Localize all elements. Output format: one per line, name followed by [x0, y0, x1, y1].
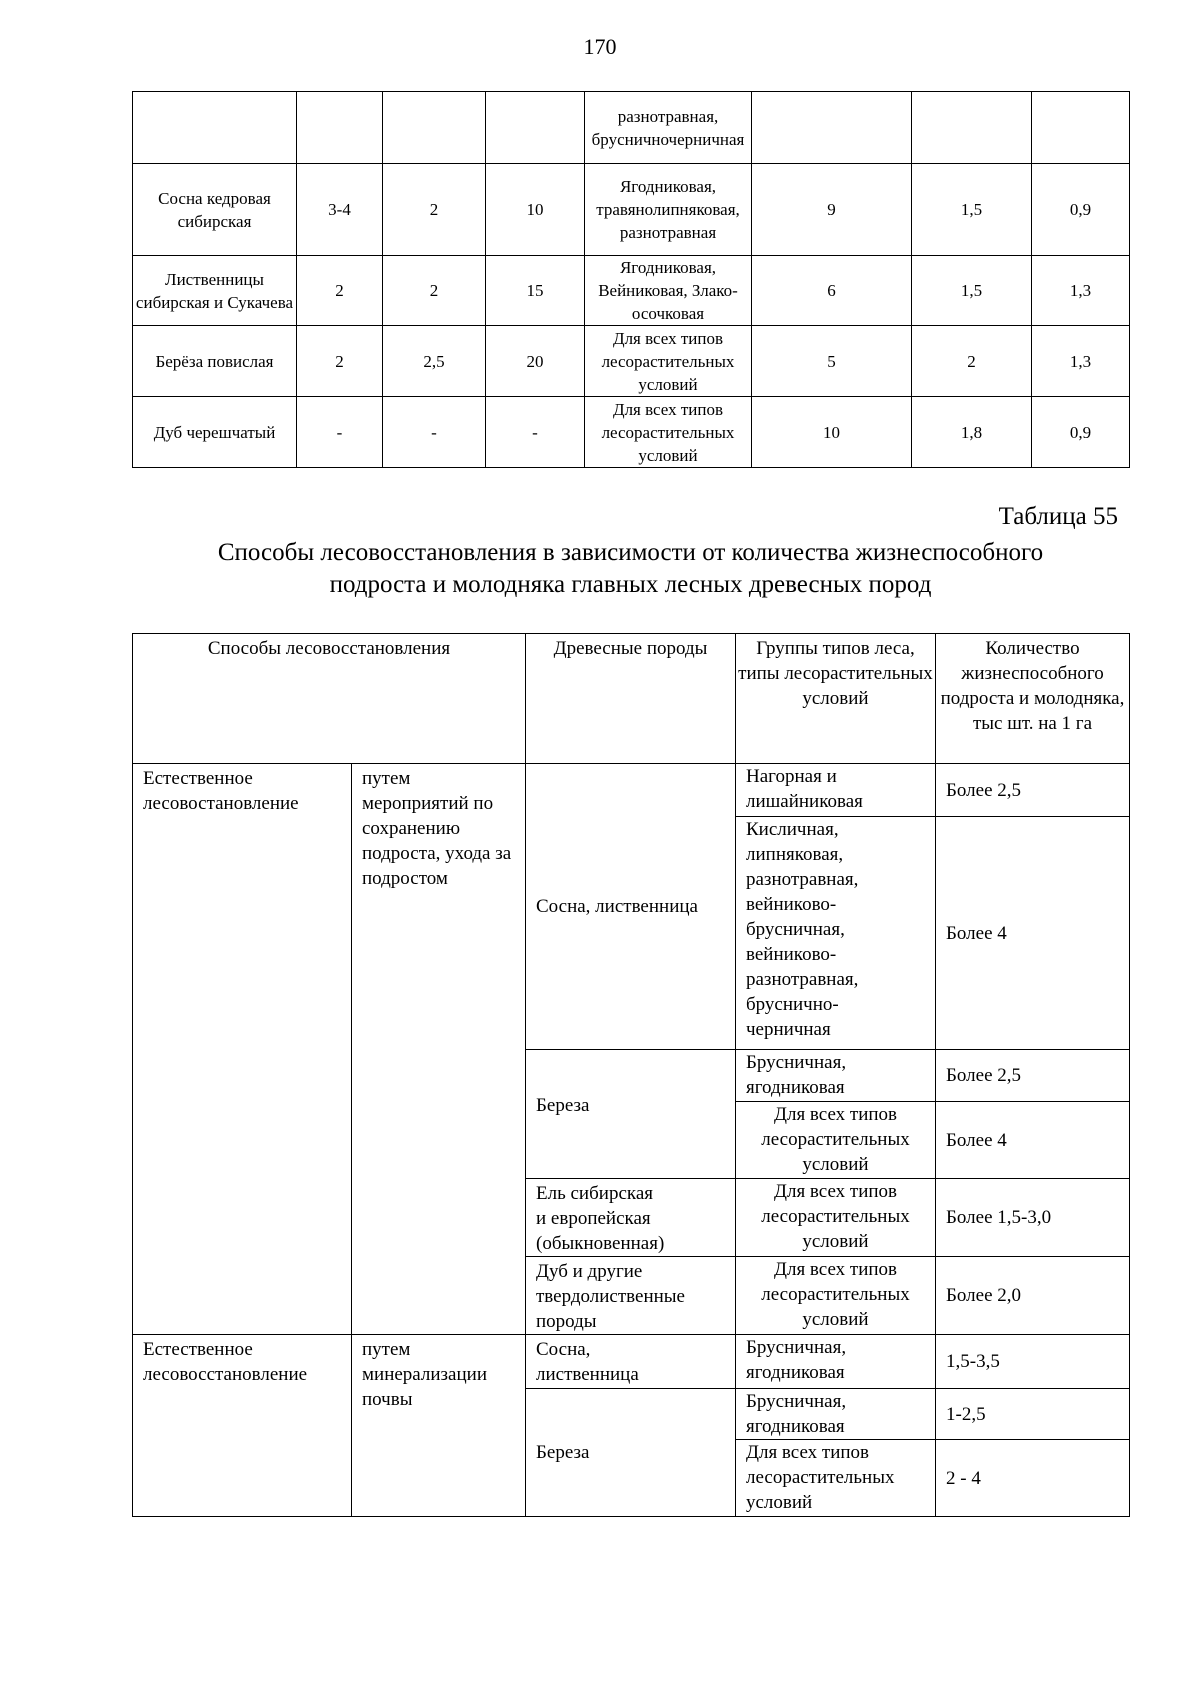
header-species: Древесные породы — [526, 634, 736, 764]
value-cell: - — [297, 397, 383, 468]
table-title: Способы лесовосстановления в зависимости от количества жизнеспособного подроста и молодняка главных лесных древесных пород — [217, 539, 1044, 598]
table-row — [133, 164, 1130, 256]
method-cell: Естественное лесовосстановление — [133, 1335, 352, 1517]
species-cell: Дуб черешчатый — [133, 397, 297, 468]
page-number: 170 — [583, 34, 617, 59]
species-cell: Сосна, лиственница — [526, 764, 736, 1050]
quantity-cell: 1-2,5 — [936, 1389, 1130, 1440]
value-cell: 6 — [752, 256, 912, 326]
quantity-cell: 2 - 4 — [936, 1440, 1130, 1517]
table-header-row — [133, 634, 1130, 764]
table-row — [133, 92, 1130, 164]
table-cell — [912, 92, 1032, 164]
value-cell: 10 — [752, 397, 912, 468]
value-cell: 2 — [297, 256, 383, 326]
value-cell: 0,9 — [1032, 397, 1130, 468]
forest-types-cell: Ягодниковая, Вейниковая, Злако-осочковая — [585, 256, 752, 326]
forest-group-cell: Для всех типов лесорастительных условий — [736, 1179, 936, 1257]
species-cell: Сосна кедровая сибирская — [133, 164, 297, 256]
table-row — [133, 764, 1130, 817]
quantity-cell: Более 2,5 — [936, 1050, 1130, 1102]
sub-method-cell: путем минерализации почвы — [352, 1335, 526, 1517]
table-row — [133, 1335, 1130, 1389]
species-cell: Береза — [526, 1050, 736, 1179]
table-row — [133, 256, 1130, 326]
quantity-cell: 1,5-3,5 — [936, 1335, 1130, 1389]
value-cell: 2 — [297, 326, 383, 397]
table-row — [133, 397, 1130, 468]
value-cell: 2,5 — [383, 326, 486, 397]
header-quantity: Количество жизнеспособного подроста и молодняка, тыс шт. на 1 га — [936, 634, 1130, 764]
forest-group-cell: Кисличная, липняковая, разнотравная, вейниково- брусничная, вейниково- разнотравная, бруснично- черничная — [736, 817, 936, 1050]
value-cell: 10 — [486, 164, 585, 256]
forest-types-cell: Для всех типов лесорастительных условий — [585, 326, 752, 397]
forest-group-cell: Для всех типов лесорастительных условий — [736, 1440, 936, 1517]
continuation-table — [132, 91, 1130, 468]
value-cell: 20 — [486, 326, 585, 397]
header-methods: Способы лесовосстановления — [133, 634, 526, 764]
forest-group-cell: Для всех типов лесорастительных условий — [736, 1257, 936, 1335]
value-cell: 2 — [383, 164, 486, 256]
species-cell: Ель сибирская и европейская (обыкновенная) — [526, 1179, 736, 1257]
table-row — [133, 326, 1130, 397]
value-cell: - — [383, 397, 486, 468]
table-cell — [133, 92, 297, 164]
forest-group-cell: Брусничная, ягодниковая — [736, 1389, 936, 1440]
forest-types-cell: разнотравная, брусничночерничная — [585, 92, 752, 164]
value-cell: 1,3 — [1032, 256, 1130, 326]
species-cell: Берёза повислая — [133, 326, 297, 397]
value-cell: 15 — [486, 256, 585, 326]
table-cell — [752, 92, 912, 164]
value-cell: 0,9 — [1032, 164, 1130, 256]
species-cell: Лиственницы сибирская и Сукачева — [133, 256, 297, 326]
value-cell: 1,3 — [1032, 326, 1130, 397]
forest-group-cell: Для всех типов лесорастительных условий — [736, 1102, 936, 1179]
value-cell: 2 — [912, 326, 1032, 397]
species-cell: Береза — [526, 1389, 736, 1517]
value-cell: - — [486, 397, 585, 468]
quantity-cell: Более 1,5-3,0 — [936, 1179, 1130, 1257]
method-cell: Естественное лесовостановление — [133, 764, 352, 1335]
value-cell: 3-4 — [297, 164, 383, 256]
forest-types-cell: Для всех типов лесорастительных условий — [585, 397, 752, 468]
value-cell: 5 — [752, 326, 912, 397]
table-label: Таблица 55 — [998, 503, 1118, 530]
forest-group-cell: Нагорная и лишайниковая — [736, 764, 936, 817]
forest-group-cell: Брусничная, ягодниковая — [736, 1335, 936, 1389]
quantity-cell: Более 4 — [936, 817, 1130, 1050]
value-cell: 1,8 — [912, 397, 1032, 468]
quantity-cell: Более 2,0 — [936, 1257, 1130, 1335]
header-forest-groups: Группы типов леса, типы лесорастительных условий — [736, 634, 936, 764]
value-cell: 1,5 — [912, 164, 1032, 256]
value-cell: 1,5 — [912, 256, 1032, 326]
species-cell: Сосна, лиственница — [526, 1335, 736, 1389]
table-cell — [1032, 92, 1130, 164]
quantity-cell: Более 2,5 — [936, 764, 1130, 817]
forest-types-cell: Ягодниковая, травянолипняковая, разнотравная — [585, 164, 752, 256]
table-cell — [297, 92, 383, 164]
reforestation-methods-table — [132, 633, 1130, 1517]
table-cell — [383, 92, 486, 164]
table-cell — [486, 92, 585, 164]
value-cell: 2 — [383, 256, 486, 326]
species-cell: Дуб и другие твердолиственные породы — [526, 1257, 736, 1335]
forest-group-cell: Брусничная, ягодниковая — [736, 1050, 936, 1102]
value-cell: 9 — [752, 164, 912, 256]
sub-method-cell: путем мероприятий по сохранению подроста, ухода за подростом — [352, 764, 526, 1335]
quantity-cell: Более 4 — [936, 1102, 1130, 1179]
